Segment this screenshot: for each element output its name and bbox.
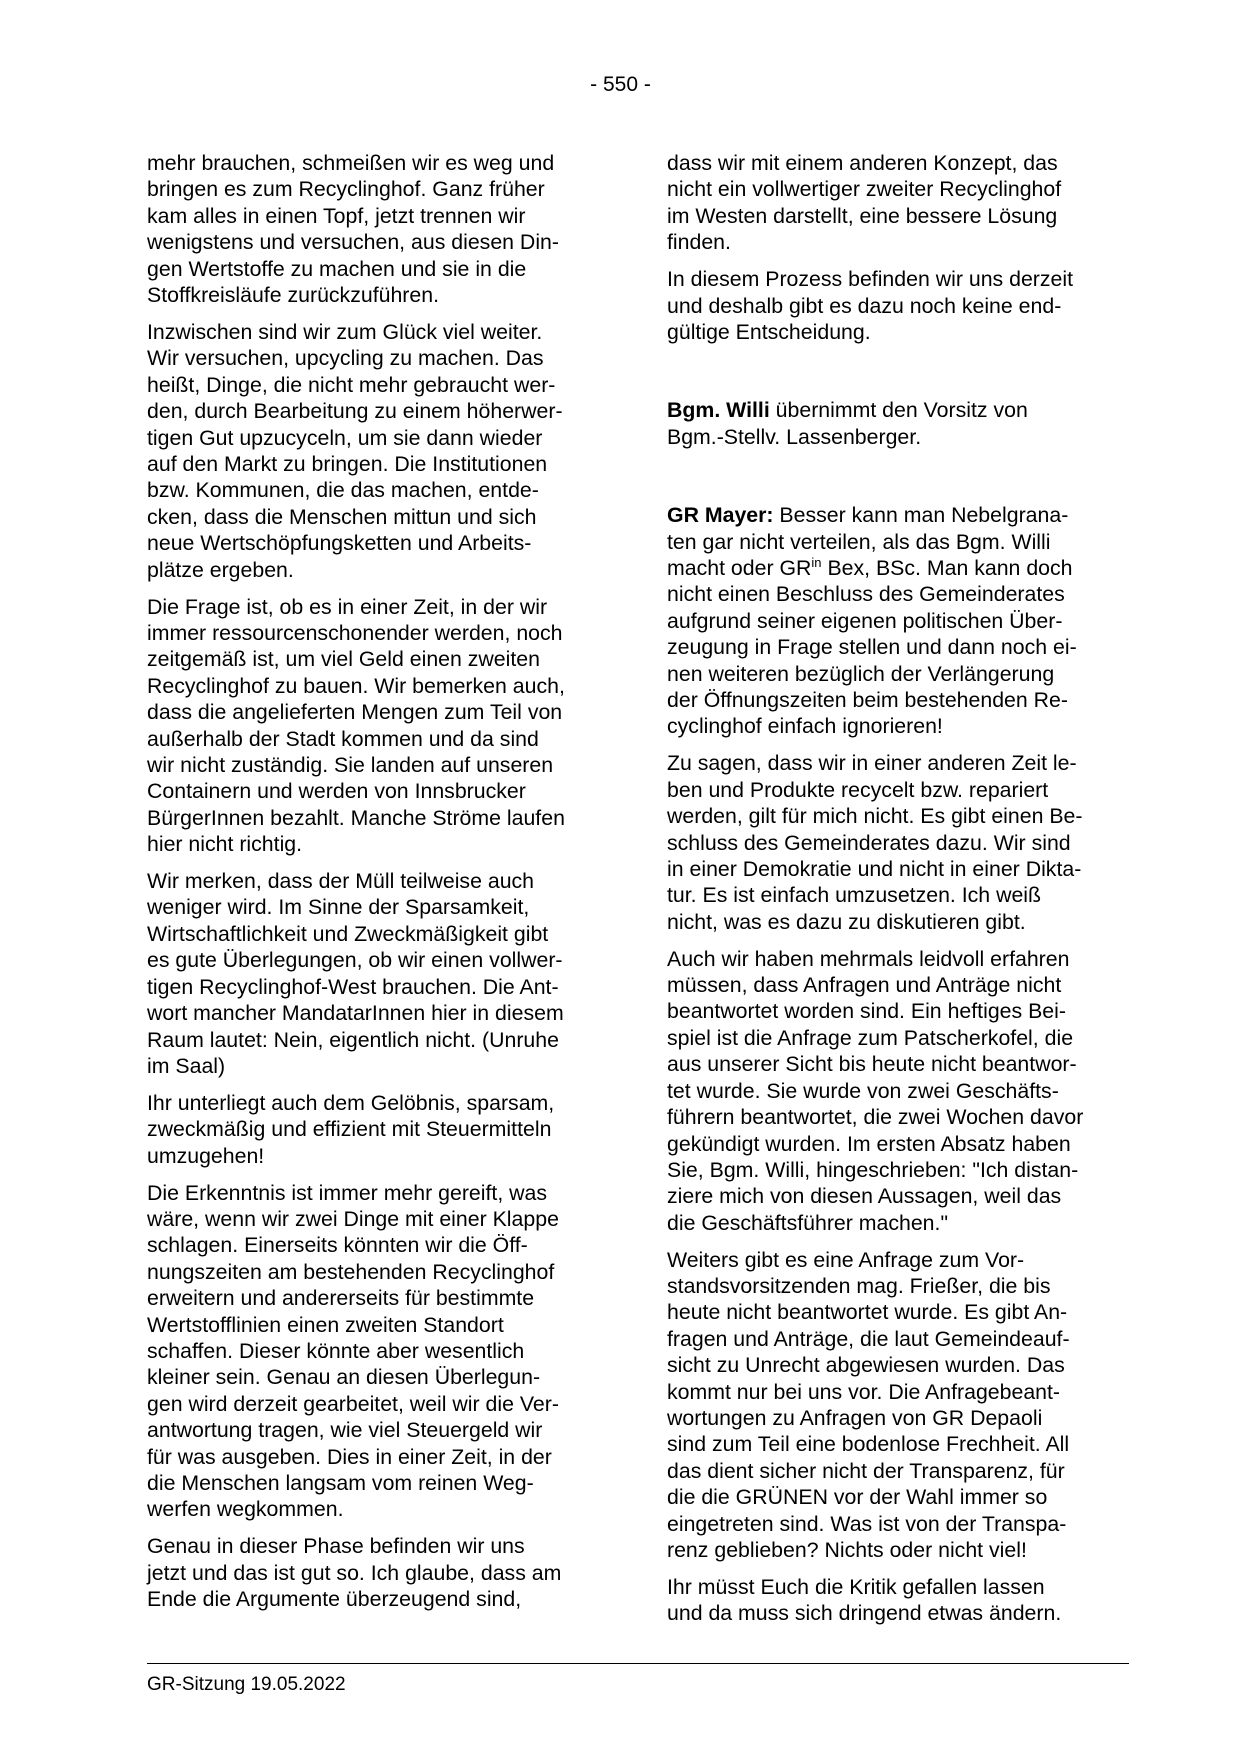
text-line: immer ressourcenschonender werden, noch (147, 620, 563, 645)
chair-change-note (667, 397, 1129, 450)
text-line: tigen Gut upzucyceln, um sie dann wieder (147, 425, 543, 450)
text-line: bzw. Kommunen, die das machen, entde- (147, 478, 539, 503)
text-line: antwortung tragen, wie viel Steuergeld wir (147, 1418, 543, 1443)
right-column (667, 150, 1129, 1637)
paragraph (147, 868, 609, 1079)
superscript: in (811, 554, 822, 570)
left-column (147, 150, 609, 1623)
text-line: nicht ein vollwertiger zweiter Recyclinghof (667, 177, 1062, 202)
paragraph (667, 266, 1129, 345)
text-line: dass die angelieferten Mengen zum Teil von (147, 700, 563, 725)
speech-paragraph (667, 502, 1129, 740)
text-line: Recyclinghof zu bauen. Wir bemerken auch, (147, 673, 565, 698)
text-line: spiel ist die Anfrage zum Patscherkofel, die (667, 1025, 1074, 1050)
text-line: werden, gilt für mich nicht. Es gibt einen Be- (667, 804, 1083, 829)
text-line: Raum lautet: Nein, eigentlich nicht. (Unruhe (147, 1027, 559, 1052)
text-line: nicht, was es dazu zu diskutieren gibt. (667, 909, 1026, 934)
paragraph (667, 1574, 1129, 1627)
paragraph (667, 150, 1129, 256)
text-line: ten gar nicht verteilen, als das Bgm. Willi (667, 529, 1051, 554)
text-line: kommt nur bei uns vor. Die Anfragebeant- (667, 1379, 1061, 1404)
paragraph (667, 946, 1129, 1236)
text-line: der Öffnungszeiten beim bestehenden Re- (667, 688, 1068, 712)
text-line: In diesem Prozess befinden wir uns derzeit (667, 267, 1074, 292)
text-line: kleiner sein. Genau an diesen Überlegun- (147, 1365, 541, 1390)
text-line (667, 555, 1129, 581)
footer-divider (147, 1663, 1129, 1664)
text-line: nicht einen Beschluss des Gemeinderates (667, 582, 1065, 607)
paragraph (147, 319, 609, 583)
text-line: Wir merken, dass der Müll teilweise auch (147, 869, 535, 894)
text-line: gekündigt wurden. Im ersten Absatz haben (667, 1131, 1071, 1156)
text-line: den, durch Bearbeitung zu einem höherwer- (147, 399, 563, 424)
text-line: außerhalb der Stadt kommen und da sind (147, 726, 539, 751)
paragraph (147, 594, 609, 858)
text-line: Genau in dieser Phase befinden wir uns (147, 1534, 525, 1559)
text-line: wir nicht zuständig. Sie landen auf unseren (147, 752, 554, 777)
text-line: werfen wegkommen. (147, 1497, 344, 1522)
text-line: cyclinghof einfach ignorieren! (667, 714, 943, 739)
text-line: beantwortet worden sind. Ein heftiges Bei- (667, 999, 1066, 1024)
paragraph (147, 150, 609, 308)
text-line: eingetreten sind. Was ist von der Transpa- (667, 1511, 1067, 1536)
text-line: jetzt und das ist gut so. Ich glaube, dass am (147, 1560, 562, 1585)
text-line: tur. Es ist einfach umzusetzen. Ich weiß (667, 883, 1042, 908)
text-line: Weiters gibt es eine Anfrage zum Vor- (667, 1247, 1025, 1272)
text-line: zweckmäßig und effizient mit Steuermitteln (147, 1117, 552, 1142)
text-line: gen Wertstoffe zu machen und sie in die (147, 256, 527, 281)
text-line: wort mancher MandatarInnen hier in diesem (147, 1001, 564, 1026)
text-segment: Bex, BSc. Man kann doch (821, 555, 1073, 580)
text-line: es gute Überlegungen, ob wir einen vollwer- (147, 948, 563, 973)
text-line: wortungen zu Anfragen von GR Depaoli (667, 1406, 1043, 1431)
text-line: sicht zu Unrecht abgewiesen wurden. Das (667, 1353, 1065, 1378)
text-line: wäre, wenn wir zwei Dinge mit einer Klappe (147, 1206, 559, 1231)
text-line: Zu sagen, dass wir in einer anderen Zeit le- (667, 751, 1077, 776)
text-line: erweitern und andererseits für bestimmte (147, 1286, 535, 1311)
text-line: heute nicht beantwortet wurde. Es gibt An- (667, 1300, 1068, 1325)
text-line: Inzwischen sind wir zum Glück viel weiter. (147, 319, 543, 344)
text-line: dass wir mit einem anderen Konzept, das (667, 151, 1058, 175)
text-line: schluss des Gemeinderates dazu. Wir sind (667, 830, 1071, 855)
text-segment: Besser kann man Nebelgrana- (773, 503, 1069, 528)
text-line: finden. (667, 230, 731, 255)
text-line: die die GRÜNEN vor der Wahl immer so (667, 1485, 1048, 1510)
text-line: die Geschäftsführer machen." (667, 1210, 949, 1235)
paragraph (667, 750, 1129, 935)
text-line: auf den Markt zu bringen. Die Institutionen (147, 451, 548, 476)
text-line: Die Erkenntnis ist immer mehr gereift, was (147, 1180, 548, 1205)
text-segment: übernimmt den Vorsitz von (769, 398, 1028, 423)
text-line: gen wird derzeit gearbeitet, weil wir die Ver- (147, 1391, 559, 1416)
paragraph (667, 1247, 1129, 1564)
text-line: hier nicht richtig. (147, 832, 303, 857)
text-line: plätze ergeben. (147, 557, 294, 582)
text-line: Die Frage ist, ob es in einer Zeit, in der wir (147, 594, 548, 619)
text-line: im Westen darstellt, eine bessere Lösung (667, 203, 1058, 228)
text-line: nen weiteren bezüglich der Verlängerung (667, 661, 1055, 686)
text-line: für was ausgeben. Dies in einer Zeit, in der (147, 1444, 552, 1469)
footer-session-date: GR-Sitzung 19.05.2022 (147, 1674, 346, 1695)
text-line: wenigstens und versuchen, aus diesen Din- (147, 230, 559, 255)
text-line: zeugung in Frage stellen und dann noch ei- (667, 635, 1077, 660)
text-line: fragen und Anträge, die laut Gemeindeauf- (667, 1326, 1070, 1351)
text-line: Wertstofflinien einen zweiten Standort (147, 1312, 504, 1337)
text-line: müssen, dass Anfragen und Anträge nicht (667, 973, 1062, 998)
text-line: Ende die Argumente überzeugend sind, (147, 1587, 522, 1612)
text-line: sind zum Teil eine bodenlose Frechheit. All (667, 1432, 1070, 1457)
text-line: kam alles in einen Topf, jetzt trennen wir (147, 203, 526, 228)
text-line: Bgm.-Stellv. Lassenberger. (667, 424, 922, 449)
text-line: ben und Produkte recycelt bzw. repariert (667, 777, 1049, 802)
text-line: bringen es zum Recyclinghof. Ganz früher (147, 177, 545, 202)
text-line: mehr brauchen, schmeißen wir es weg und (147, 151, 555, 175)
text-line: das dient sicher nicht der Transparenz, für (667, 1458, 1065, 1483)
text-line: im Saal) (147, 1053, 226, 1078)
text-line: Sie, Bgm. Willi, hingeschrieben: "Ich distan- (667, 1157, 1079, 1182)
text-line: aus unserer Sicht bis heute nicht beantwor- (667, 1052, 1077, 1077)
text-line: neue Wertschöpfungsketten und Arbeits- (147, 531, 532, 556)
text-line: BürgerInnen bezahlt. Manche Ströme laufen (147, 805, 565, 830)
text-line: heißt, Dinge, die nicht mehr gebraucht wer- (147, 372, 556, 397)
text-line: ziere mich von diesen Aussagen, weil das (667, 1184, 1062, 1209)
text-line: aufgrund seiner eigenen politischen Über- (667, 608, 1063, 633)
text-line: tigen Recyclinghof-West brauchen. Die Ant- (147, 974, 559, 999)
text-line: Stoffkreisläufe zurückzuführen. (147, 283, 440, 308)
text-line: Wir versuchen, upcycling zu machen. Das (147, 346, 544, 371)
text-line: Ihr müsst Euch die Kritik gefallen lassen (667, 1575, 1045, 1599)
text-line: führern beantwortet, die zwei Wochen davor (667, 1105, 1084, 1130)
text-line: und da muss sich dringend etwas ändern. (667, 1601, 1062, 1626)
text-line: cken, dass die Menschen mittun und sich (147, 504, 537, 529)
text-line: die Menschen langsam vom reinen Weg- (147, 1471, 534, 1495)
text-line: in einer Demokratie und nicht in einer Dikta- (667, 856, 1082, 881)
text-line: gültige Entscheidung. (667, 319, 871, 344)
paragraph (147, 1180, 609, 1523)
text-line: tet wurde. Sie wurde von zwei Geschäfts- (667, 1078, 1059, 1103)
text-line: standsvorsitzenden mag. Frießer, die bis (667, 1274, 1051, 1299)
text-line: zeitgemäß ist, um viel Geld einen zweiten (147, 647, 540, 672)
text-segment: macht oder GR (667, 555, 812, 580)
text-line: weniger wird. Im Sinne der Sparsamkeit, (147, 895, 530, 920)
text-line: umzugehen! (147, 1143, 265, 1168)
page-number: - 550 - (590, 73, 651, 96)
text-line (667, 502, 1129, 528)
paragraph (147, 1533, 609, 1612)
paragraph (147, 1090, 609, 1169)
text-line: und deshalb gibt es dazu noch keine end- (667, 293, 1062, 318)
text-line: Ihr unterliegt auch dem Gelöbnis, sparsam, (147, 1090, 555, 1115)
text-line: Containern und werden von Innsbrucker (147, 779, 526, 804)
speaker-name: GR Mayer: (667, 503, 774, 528)
text-line (667, 397, 1129, 423)
text-line: Auch wir haben mehrmals leidvoll erfahren (667, 946, 1070, 971)
text-line: schaffen. Dieser könnte aber wesentlich (147, 1338, 525, 1363)
text-line: nungszeiten am bestehenden Recyclinghof (147, 1259, 555, 1284)
text-line: renz geblieben? Nichts oder nicht viel! (667, 1538, 1027, 1563)
speaker-name: Bgm. Willi (667, 398, 770, 423)
text-line: schlagen. Einerseits könnten wir die Öff- (147, 1233, 528, 1258)
text-line: Wirtschaftlichkeit und Zweckmäßigkeit gibt (147, 921, 549, 946)
